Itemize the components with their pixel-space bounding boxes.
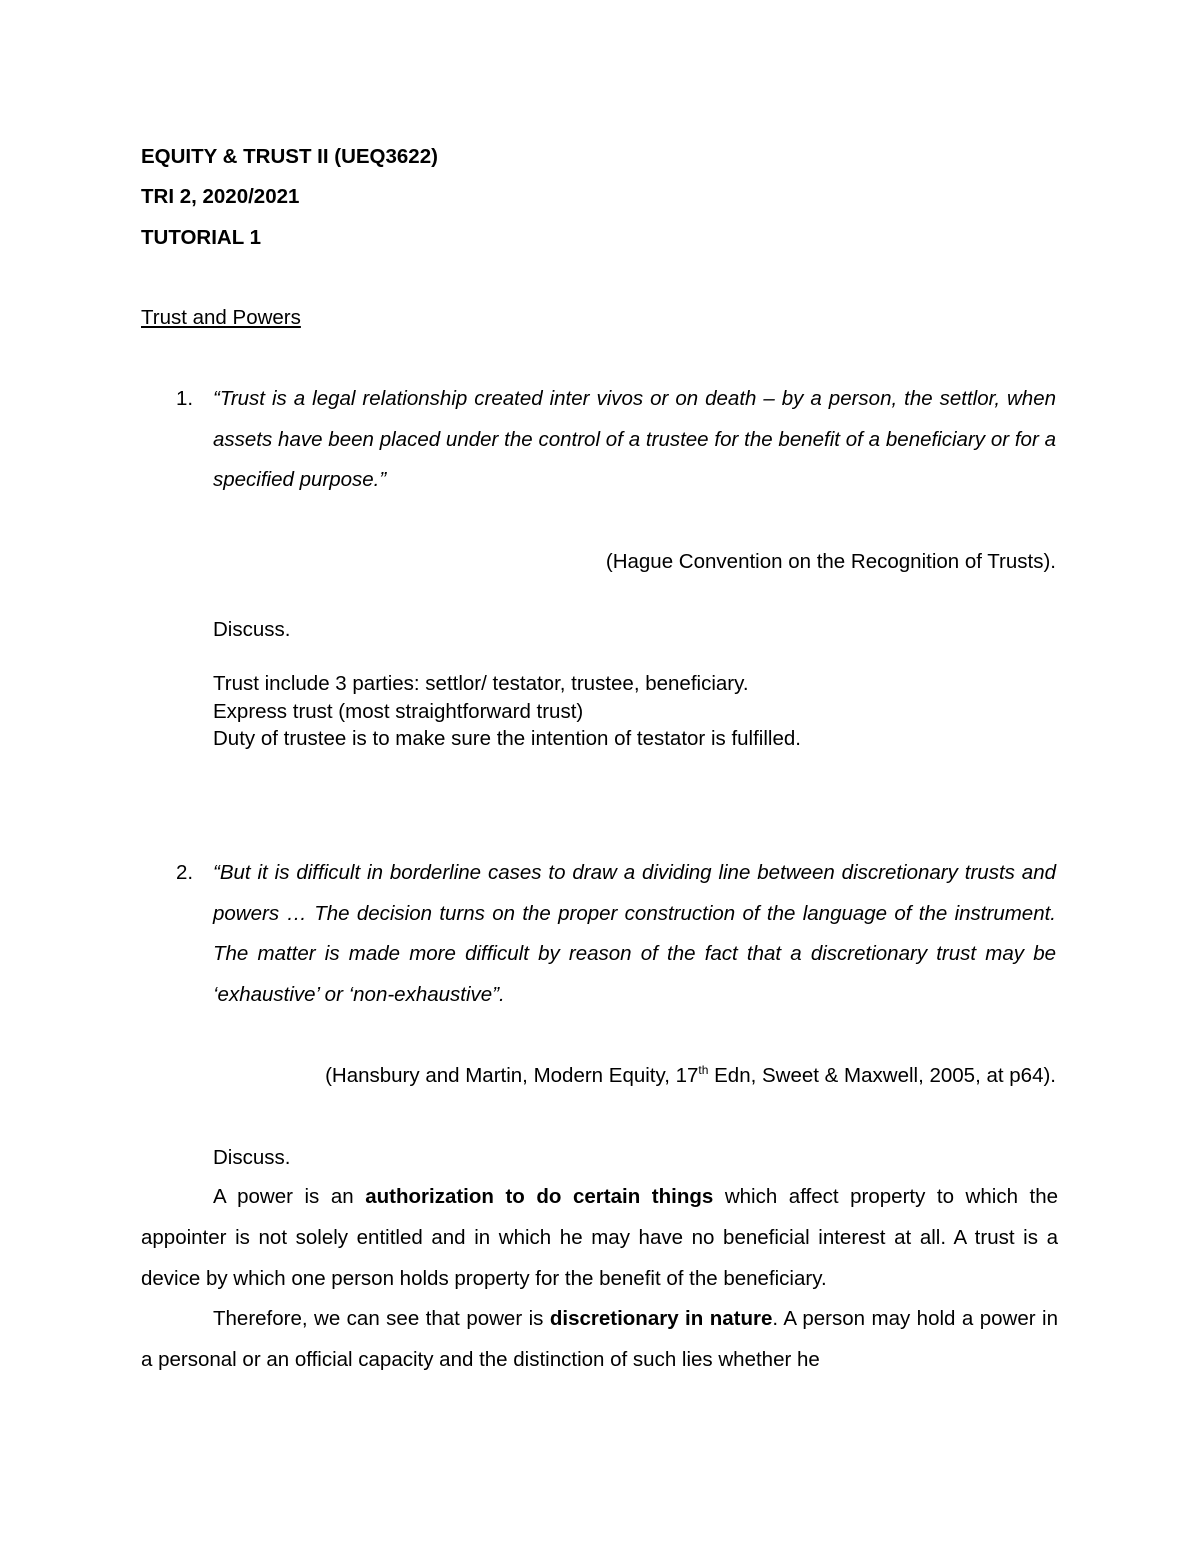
question-1-number: 1. [176,387,194,410]
answer-paragraph-1: A power is an authorization to do certain things which affect property to which the appointer is not solely entitled and in which he may have no beneficial interest at all. A trust is a device by which one person holds property for the benefit of the beneficiary. [141,1185,1059,1290]
course-title: EQUITY & TRUST II (UEQ3622) [141,145,438,168]
question-1-discuss: Discuss. [213,618,291,641]
bold-phrase: authorization to do certain things [365,1185,714,1208]
term-label: TRI 2, 2020/2021 [141,185,300,208]
section-title: Trust and Powers [141,306,301,329]
question-2-discuss: Discuss. [213,1146,291,1169]
answer-paragraph-2: Therefore, we can see that power is discretionary in nature. A person may hold a power in a personal or an official capacity and the distinction of such lies whether he [141,1307,1058,1371]
note-line: Trust include 3 parties: settlor/ testator, trustee, beneficiary. [213,672,749,695]
question-2-citation: (Hansbury and Martin, Modern Equity, 17th Edn, Sweet & Maxwell, 2005, at p64). [325,1063,1056,1087]
question-1-quote: “Trust is a legal relationship created inter vivos or on death – by a person, the settlor, when assets have been placed under the control of a trustee for the benefit of a beneficiary or for a specified purpose.” [213,387,1056,491]
bold-phrase: discretionary in nature [549,1307,773,1330]
question-1-citation: (Hague Convention on the Recognition of Trusts). [605,550,1056,573]
question-1-notes [213,670,801,753]
tutorial-label: TUTORIAL 1 [141,226,261,249]
question-2-number: 2. [176,861,194,884]
note-line: Express trust (most straightforward trust) [213,699,584,723]
superscript-th: th [698,1063,709,1078]
question-2-quote: “But it is difficult in borderline cases to draw a dividing line between discretionary trusts and powers … The decision turns on the proper construction of the language of the instrument. The matter is made more difficult by reason of the fact that a discretionary trust may be ‘exhaustive’ or ‘non-exhaustive”. [213,861,1056,1006]
note-line: Duty of trustee is to make sure the intention of testator is fulfilled. [213,727,801,750]
